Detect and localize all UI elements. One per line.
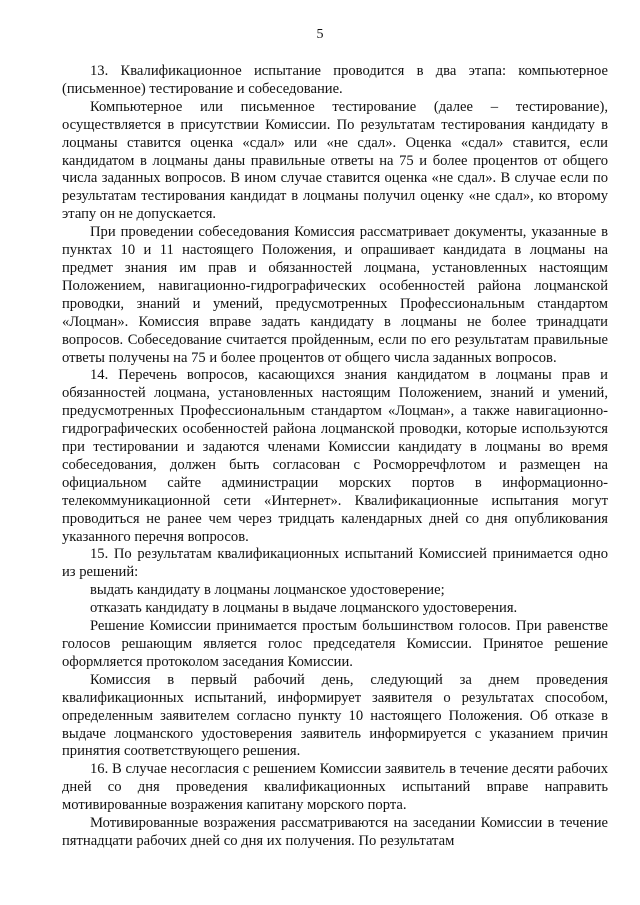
document-body — [62, 63, 608, 851]
paragraph-14: 14. Перечень вопросов, касающихся знания кандидатом в лоцманы прав и обязанностей лоцмана, установленных настоящим Положением, знаний и умений, предусмотренных Профессиональным стандартом «Лоцман», а также навигационно-гидрографических особенностей района лоцманской проводки, которые используются при тестировании и задаются членами Комиссии кандидату в лоцманы во время собеседования, должен быть согласован с Росморречфлотом и размещен на официальном сайте администрации морских портов в информационно-телекоммуникационной сети «Интернет». Квалификационные испытания могут проводиться не ранее чем через тридцать календарных дней со дня опубликования указанного перечня вопросов. — [62, 367, 608, 545]
decision-option-refuse: отказать кандидату в лоцманы в выдаче лоцманского удостоверения. — [90, 600, 518, 617]
paragraph-decision-voting: Решение Комиссии принимается простым большинством голосов. При равенстве голосов решающим является голос председателя Комиссии. Принятое решение оформляется протоколом заседания Комиссии. — [62, 618, 608, 670]
page-number: 5 — [316, 27, 324, 42]
paragraph-notification: Комиссия в первый рабочий день, следующий за днем проведения квалификационных испытаний, информирует заявителя о результатах способом, определенным заявителем согласно пункту 10 настоящего Положения. Об отказе в выдаче лоцманского удостоверения заявитель информируется с указанием причин принятия соответствующего решения. — [62, 671, 608, 760]
paragraph-objections: Мотивированные возражения рассматриваются на заседании Комиссии в течение пятнадцати рабочих дней со дня их получения. По результатам — [62, 815, 608, 849]
paragraph-16: 16. В случае несогласия с решением Комиссии заявитель в течение десяти рабочих дней со дня проведения квалификационных испытаний вправе направить мотивированные возражения капитану морского порта. — [62, 761, 608, 814]
decision-option-issue: выдать кандидату в лоцманы лоцманское удостоверение; — [90, 582, 445, 599]
paragraph-13: 13. Квалификационное испытание проводится в два этапа: компьютерное (письменное) тестирование и собеседование. — [62, 63, 608, 97]
paragraph-interview: При проведении собеседования Комиссия рассматривает документы, указанные в пунктах 10 и 11 настоящего Положения, и опрашивает кандидата в лоцманы на предмет знания им прав и обязанностей лоцмана, установленных настоящим Положением, навигационно-гидрографических особенностей района лоцманской проводки, знаний и умений, предусмотренных Профессиональным стандартом «Лоцман». Комиссия вправе задать кандидату в лоцманы не более тринадцати вопросов. Собеседование считается пройденным, если по его результатам правильные ответы получены на 75 и более процентов от общего числа заданных вопросов. — [62, 224, 608, 366]
paragraph-testing: Компьютерное или письменное тестирование (далее – тестирование), осуществляется в присутствии Комиссии. По результатам тестирования кандидату в лоцманы ставится оценка «сдал» или «не сдал». Оценка «сдал» ставится, если кандидатом в лоцманы даны правильные ответы на 75 и более процентов от общего числа заданных вопросов. В ином случае ставится оценка «не сдал». В случае если по результатам тестирования кандидат в лоцманы получил оценку «не сдал», ко второму этапу он не допускается. — [62, 98, 608, 223]
paragraph-15: 15. По результатам квалификационных испытаний Комиссией принимается одно из решений: — [62, 546, 608, 581]
